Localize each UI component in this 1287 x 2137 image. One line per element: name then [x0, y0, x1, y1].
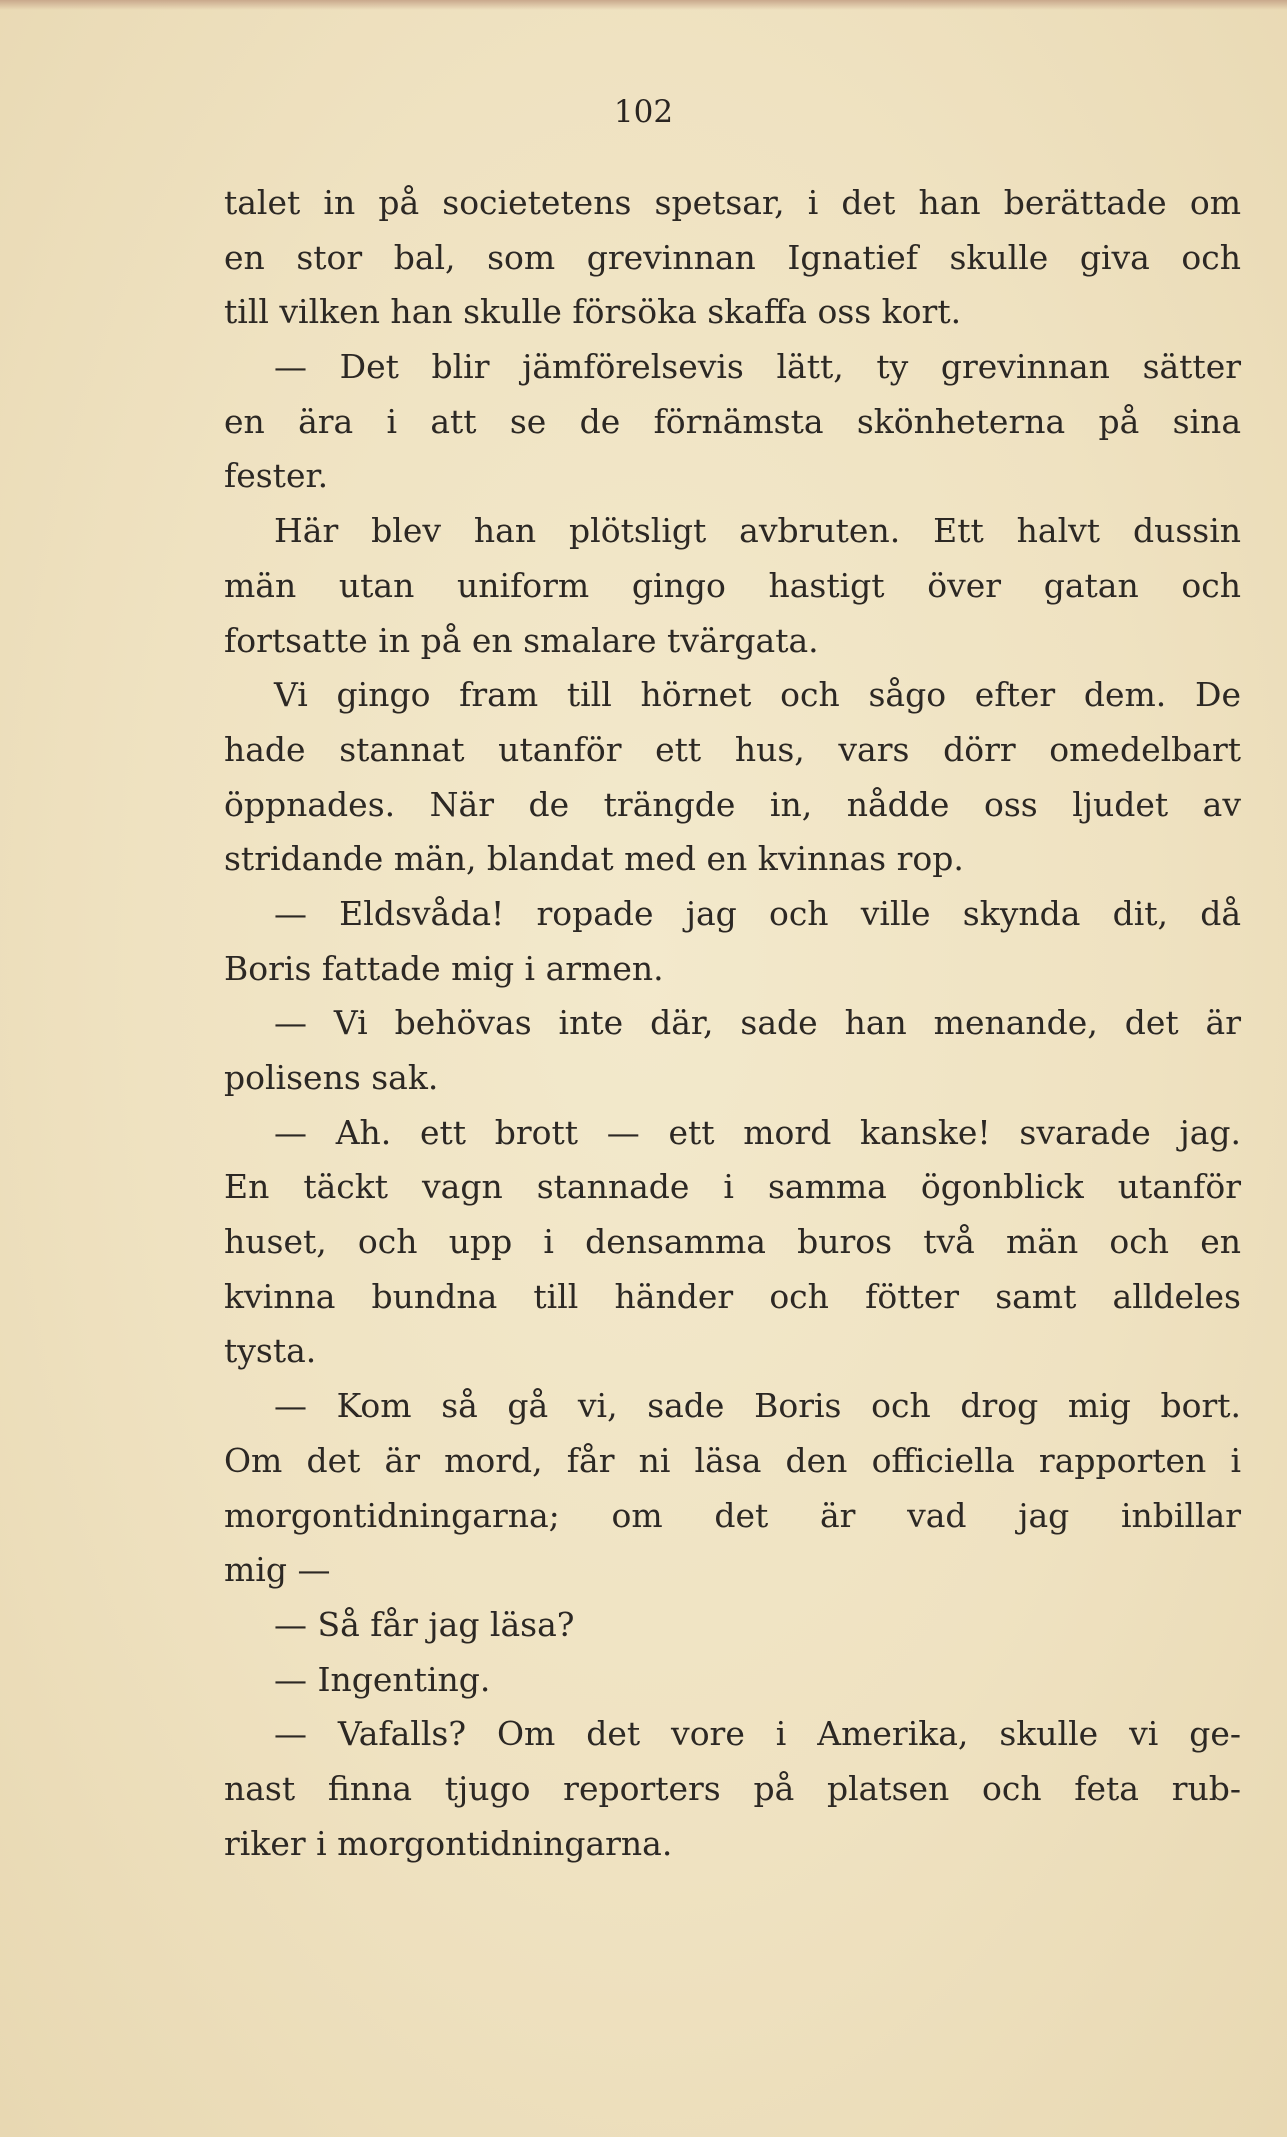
text-line: — Vafalls? Om det vore i Amerika, skulle vi ge-: [274, 1714, 1241, 1754]
text-line: — Så får jag läsa?: [274, 1604, 575, 1644]
text-line: mig —: [224, 1550, 331, 1590]
text-line: Vi gingo fram till hörnet och sågo efter dem. De: [274, 675, 1241, 715]
text-line: huset, och upp i densamma buros två män och en: [224, 1222, 1241, 1262]
text-line: — Eldsvåda! ropade jag och ville skynda dit, då: [274, 893, 1241, 933]
text-line: polisens sak.: [224, 1058, 439, 1097]
text-line: — Ah. ett brott — ett mord kanske! svarade jag.: [274, 1112, 1241, 1152]
text-line: — Det blir jämförelsevis lätt, ty grevinnan sätter: [274, 347, 1241, 387]
text-line: Här blev han plötsligt avbruten. Ett halvt dussin: [274, 511, 1241, 551]
text-line: till vilken han skulle försöka skaffa oss kort.: [224, 292, 962, 332]
text-line: en ära i att se de förnämsta skönheterna på sina: [224, 401, 1241, 441]
text-line: morgontidningarna; om det är vad jag inbillar: [224, 1495, 1241, 1535]
text-line: hade stannat utanför ett hus, vars dörr omedelbart: [224, 729, 1241, 769]
text-line: Om det är mord, får ni läsa den officiella rapporten i: [224, 1440, 1241, 1480]
text-line: Boris fattade mig i armen.: [224, 948, 664, 988]
text-line: en stor bal, som grevinnan Ignatief skulle giva och: [224, 237, 1241, 277]
text-line: nast finna tjugo reporters på platsen och feta rub-: [224, 1768, 1241, 1808]
text-line: talet in på societetens spetsar, i det han berättade om: [224, 183, 1241, 222]
text-line: tysta.: [224, 1331, 317, 1371]
page-top-edge: [0, 0, 1287, 10]
text-line: öppnades. När de trängde in, nådde oss ljudet av: [224, 784, 1241, 824]
text-line: fortsatte in på en smalare tvärgata.: [224, 620, 819, 660]
text-line: — Kom så gå vi, sade Boris och drog mig bort.: [274, 1386, 1241, 1426]
text-line: fester.: [224, 456, 329, 496]
body-text: [224, 176, 1241, 1871]
text-line: riker i morgontidningarna.: [224, 1823, 673, 1863]
text-line: män utan uniform gingo hastigt över gatan och: [224, 565, 1241, 605]
text-line: — Vi behövas inte där, sade han menande, det är: [274, 1003, 1241, 1043]
text-line: kvinna bundna till händer och fötter samt alldeles: [224, 1276, 1241, 1316]
text-line: — Ingenting.: [274, 1659, 491, 1699]
text-line: En täckt vagn stannade i samma ögonblick utanför: [224, 1167, 1241, 1207]
page-number: 102: [613, 94, 674, 130]
text-line: stridande män, blandat med en kvinnas rop.: [224, 839, 964, 879]
